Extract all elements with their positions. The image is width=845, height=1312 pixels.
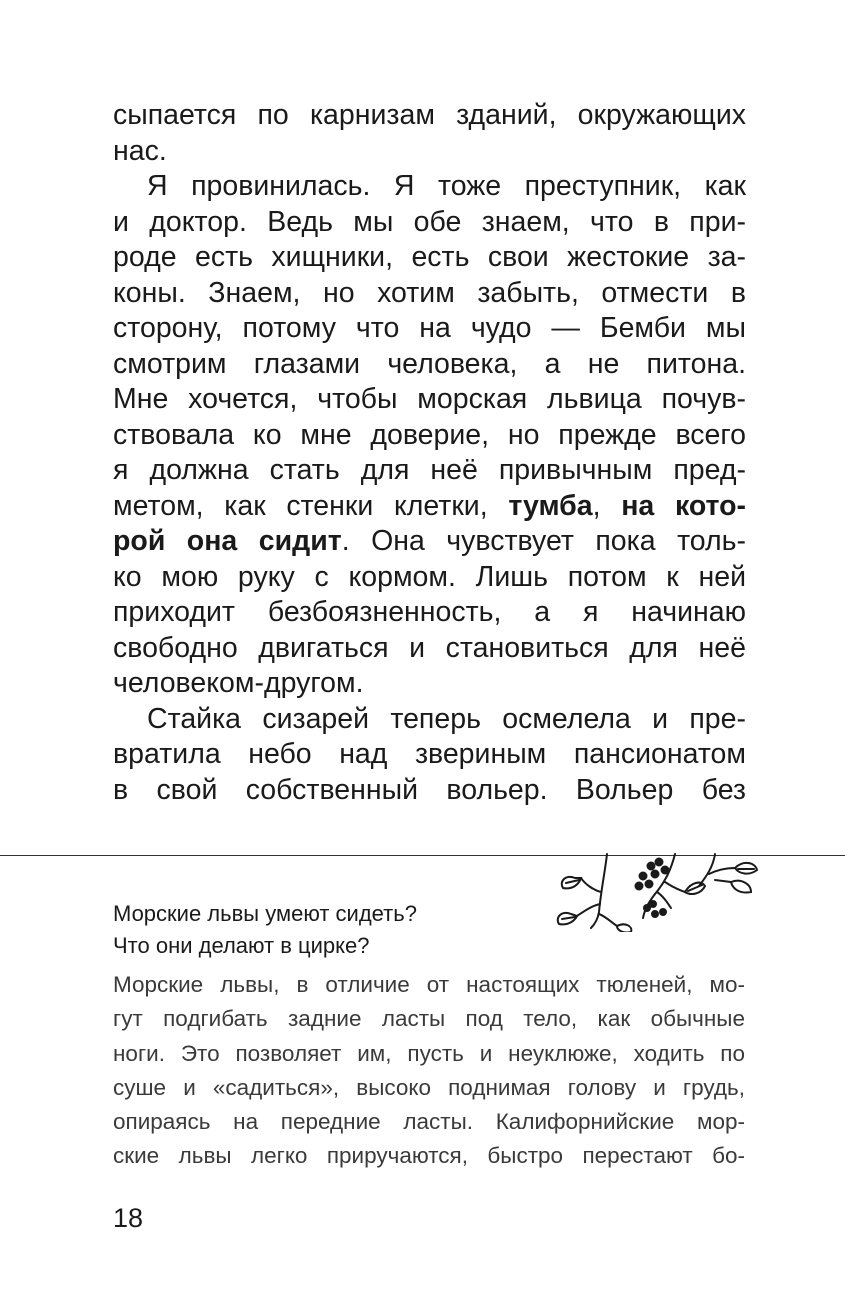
- text-line: в свой собственный вольер. Вольер без: [113, 773, 746, 806]
- info-box-line: гут подгибать задние ласты под тело, как обычные: [113, 1006, 745, 1032]
- text-line: коны. Знаем, но хотим забыть, отмести в: [113, 276, 746, 309]
- text-line: и доктор. Ведь мы обе знаем, что в при-: [113, 205, 746, 238]
- text-line: [113, 524, 746, 560]
- text-run: ,: [592, 489, 601, 522]
- bold-run: рой она сидит: [113, 525, 342, 557]
- text-line: сыпается по карнизам зданий, окружающих: [113, 99, 746, 131]
- info-box-line: ские львы легко приручаются, быстро перестают бо-: [113, 1143, 745, 1169]
- text-line: вратила небо над звериным пансионатом: [113, 738, 746, 770]
- info-box-title-line: Что они делают в цирке?: [113, 933, 370, 958]
- text-line: ко мою руку с кормом. Лишь потом к ней: [113, 560, 746, 593]
- info-box-line: Морские львы, в отличие от настоящих тюленей, мо-: [113, 972, 745, 997]
- text-line: Я провинилась. Я тоже преступник, как: [147, 170, 746, 202]
- info-box-title: [113, 898, 533, 962]
- text-line: нас.: [113, 134, 167, 167]
- bold-run: тумба: [508, 489, 593, 522]
- text-line: роде есть хищники, есть свои жестокие за-: [113, 241, 746, 273]
- text-line: я должна стать для неё привычным пред-: [113, 454, 746, 486]
- text-line: Стайка сизарей теперь осмелела и пре-: [147, 702, 746, 735]
- text-line: сторону, потому что на чудо — Бемби мы: [113, 312, 746, 344]
- text-line: свободно двигаться и становиться для неё: [113, 631, 746, 664]
- info-box-line: суше и «садиться», высоко поднимая голову и грудь,: [113, 1074, 745, 1100]
- text-line: Мне хочется, чтобы морская львица почув-: [113, 383, 746, 415]
- text-line: приходит безбоязненность, а я начинаю: [113, 596, 746, 628]
- info-box-line: ноги. Это позволяет им, пусть и неуклюже, ходить по: [113, 1040, 745, 1066]
- text-run: метом, как стенки клетки,: [113, 489, 488, 522]
- text-run: . Она чувствует пока толь-: [341, 525, 746, 557]
- page-number: 18: [113, 1203, 144, 1233]
- bold-run: на кото-: [621, 489, 746, 522]
- text-line: человеком-другом.: [113, 667, 364, 699]
- main-text: [113, 98, 746, 808]
- text-line: ствовала ко мне доверие, но прежде всего: [113, 418, 746, 451]
- info-box-text: [113, 968, 745, 1174]
- text-line: [113, 489, 746, 525]
- plant-branches-icon: [555, 852, 775, 932]
- text-line: смотрим глазами человека, а не питона.: [113, 347, 746, 380]
- info-box-title-line: Морские львы умеют сидеть?: [113, 901, 417, 926]
- info-box-line: опираясь на передние ласты. Калифорнийские мор-: [113, 1109, 745, 1135]
